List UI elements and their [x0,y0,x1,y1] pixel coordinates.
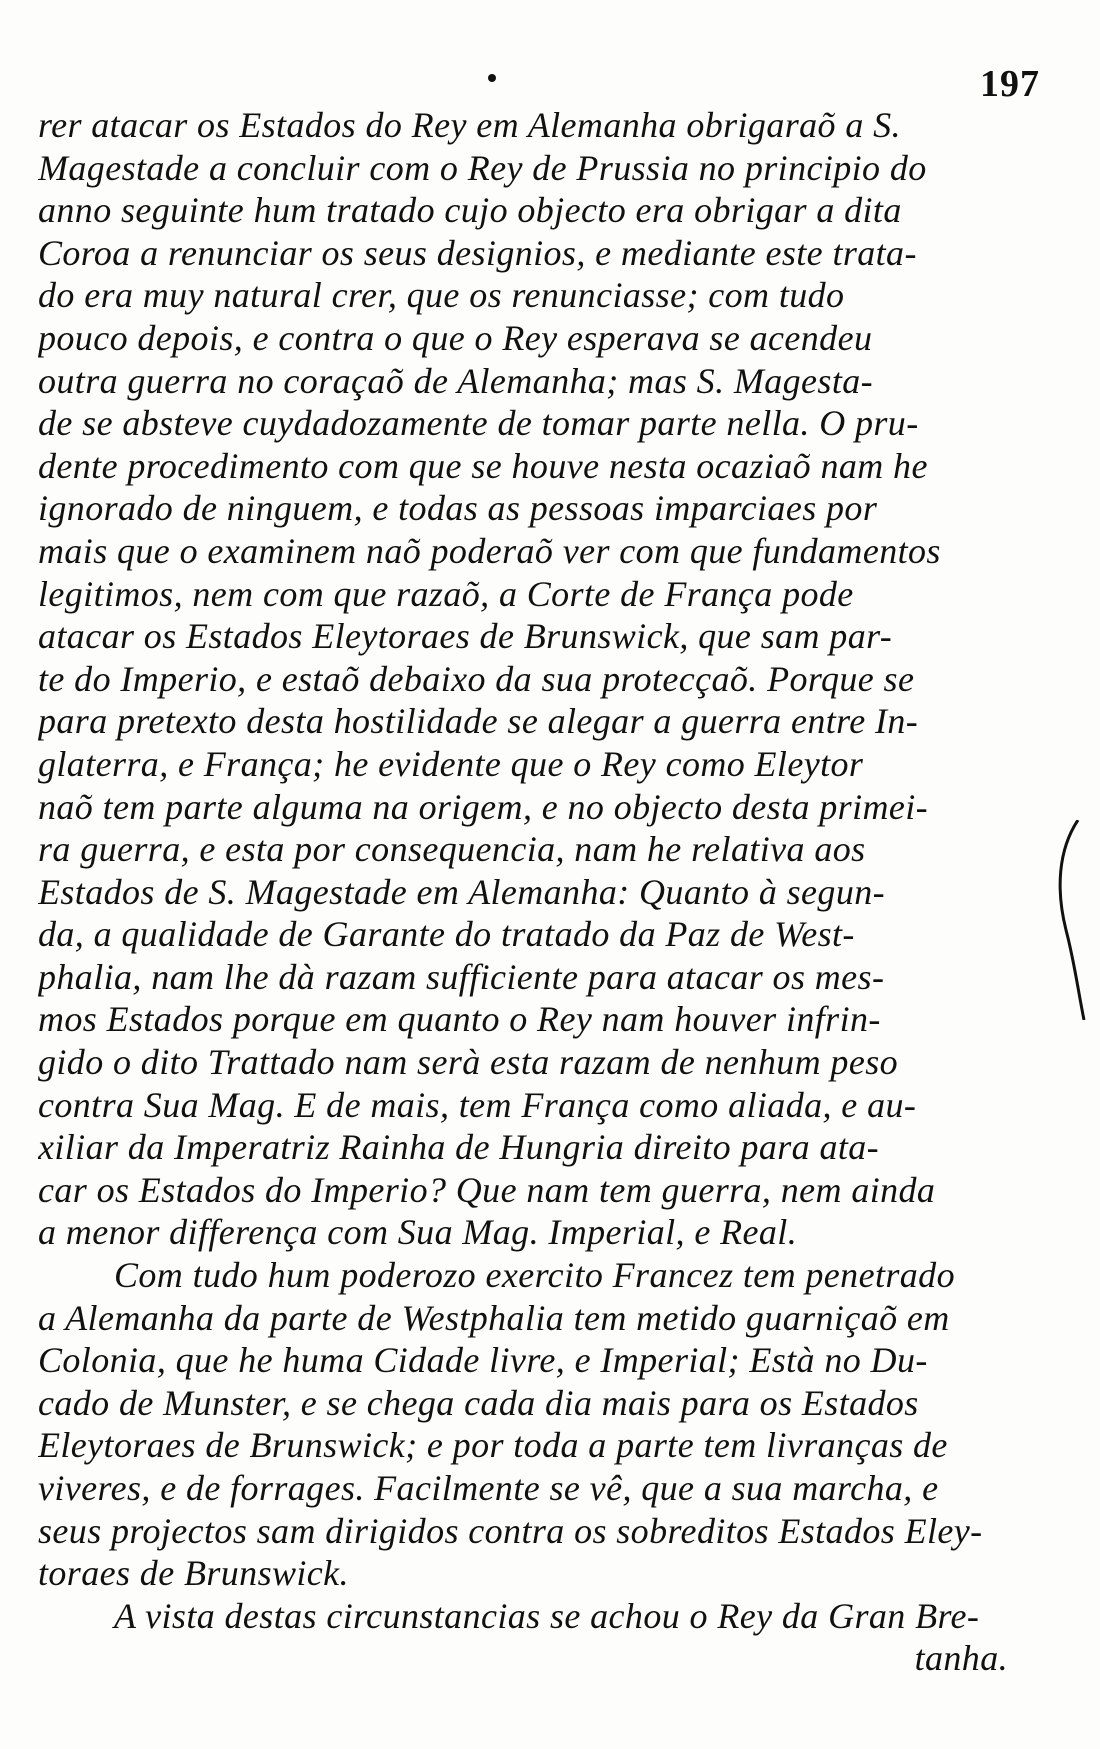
paragraph-start-line: Com tudo hum poderozo exercito Francez tem penetrado [114,1255,955,1296]
text-line: seus projectos sam dirigidos contra os sobreditos Estados Eley- [38,1510,983,1551]
text-line: phalia, nam lhe dà razam sufficiente para atacar os mes- [38,956,885,997]
text-line: mais que o examinem naõ poderaõ ver com que fundamentos [38,530,941,571]
text-line: de se absteve cuydadozamente de tomar parte nella. O pru- [38,403,919,444]
text-line: Estados de S. Magestade em Alemanha: Quanto à segun- [38,871,886,912]
text-line: glaterra, e França; he evidente que o Rey como Eleytor [38,743,864,784]
paragraph-start-line: A vista destas circunstancias se achou o Rey da Gran Bre- [114,1595,980,1636]
text-line: para pretexto desta hostilidade se alegar a guerra entre In- [38,701,919,742]
catchword-line: tanha. [914,1638,1008,1679]
body-text [38,104,1048,1680]
text-line: ra guerra, e esta por consequencia, nam he relativa aos [38,829,866,870]
text-line: dente procedimento com que se houve nesta ocaziaõ nam he [38,445,928,486]
text-line: legitimos, nem com que razaõ, a Corte de França pode [38,573,854,614]
text-line: naõ tem parte alguma na origem, e no objecto desta primei- [38,786,929,827]
text-line: pouco depois, e contra o que o Rey esperava se acendeu [38,317,873,358]
text-line: toraes de Brunswick. [38,1553,349,1594]
text-line: a menor differença com Sua Mag. Imperial, e Real. [38,1212,798,1253]
text-line: da, a qualidade de Garante do tratado da Paz de West- [38,914,855,955]
text-line: rer atacar os Estados do Rey em Alemanha obrigaraõ a S. [38,105,901,145]
text-line: car os Estados do Imperio? Que nam tem guerra, nem ainda [38,1169,936,1210]
printer-dot [488,74,496,82]
text-line: atacar os Estados Eleytoraes de Brunswick, que sam par- [38,616,893,657]
page-number: 197 [980,63,1040,105]
text-line: Magestade a concluir com o Rey de Prussia no principio do [38,147,927,188]
text-line: do era muy natural crer, que os renunciasse; com tudo [38,275,845,316]
text-line: cado de Munster, e se chega cada dia mais para os Estados [38,1382,919,1423]
text-line: anno seguinte hum tratado cujo objecto era obrigar a dita [38,190,902,231]
text-line: te do Imperio, e estaõ debaixo da sua protecçaõ. Porque se [38,658,915,699]
text-line: mos Estados porque em quanto o Rey nam houver infrin- [38,999,881,1040]
text-line: ignorado de ninguem, e todas as pessoas imparciaes por [38,488,878,529]
text-line: Eleytoraes de Brunswick; e por toda a parte tem livranças de [38,1425,948,1466]
text-line: contra Sua Mag. E de mais, tem França como aliada, e au- [38,1084,917,1125]
text-line: outra guerra no coraçaõ de Alemanha; mas S. Magesta- [38,360,874,401]
text-line: viveres, e de forrages. Facilmente se vê, que a sua marcha, e [38,1468,939,1508]
text-line: Coroa a renunciar os seus designios, e mediante este trata- [38,232,917,273]
page-edge-mark [1048,820,1088,1020]
text-line: gido o dito Trattado nam serà esta razam de nenhum peso [38,1042,899,1083]
text-line: Colonia, que he huma Cidade livre, e Imperial; Està no Du- [38,1340,928,1381]
text-line: a Alemanha da parte de Westphalia tem metido guarniçaõ em [38,1297,950,1338]
text-line: xiliar da Imperatriz Rainha de Hungria direito para ata- [38,1127,880,1168]
